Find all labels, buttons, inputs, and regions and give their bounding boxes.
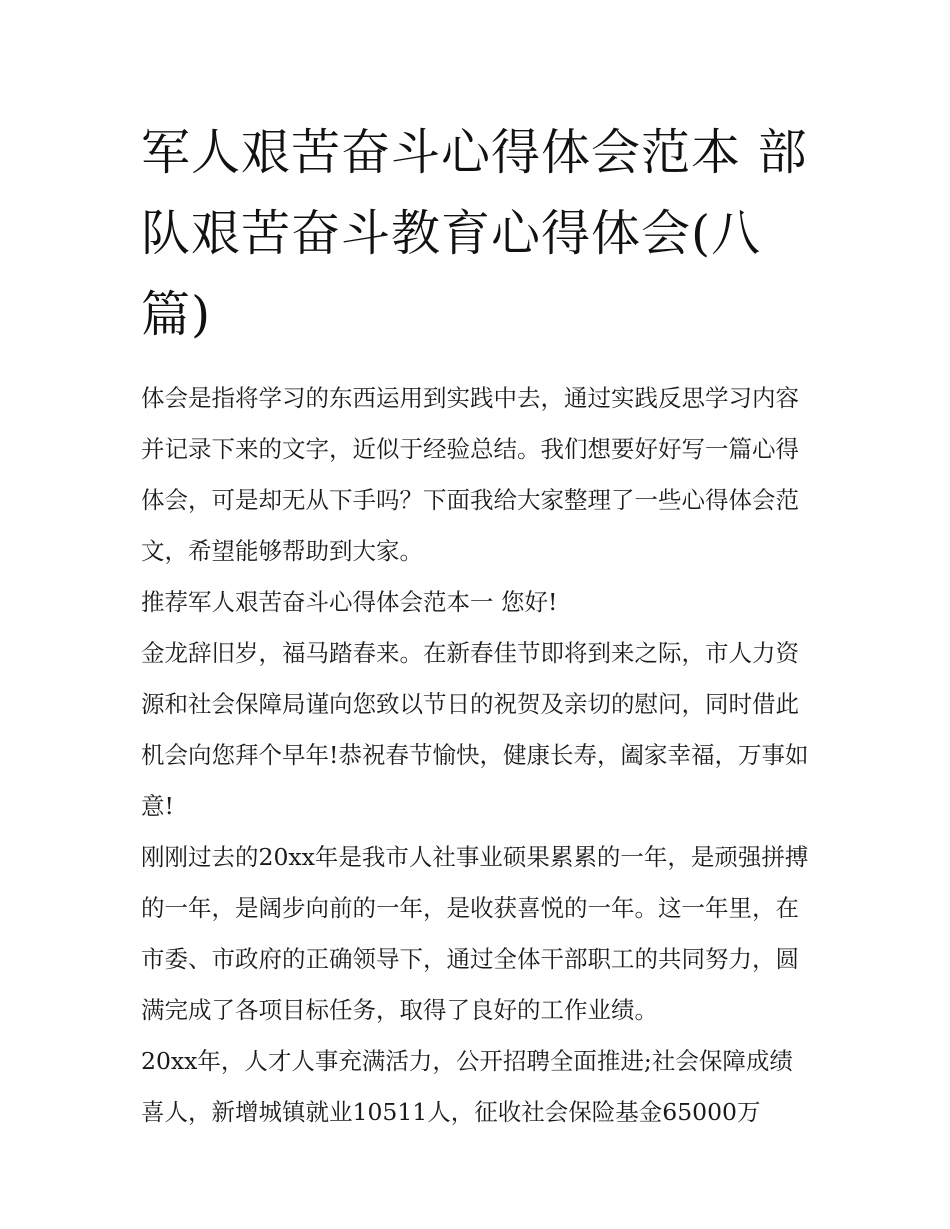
document-body	[141, 373, 813, 1138]
paragraph-greeting: 金龙辞旧岁，福马踏春来。在新春佳节即将到来之际，市人力资源和社会保障局谨向您致以节日的祝贺及亲切的慰问，同时借此机会向您拜个早年!恭祝春节愉快，健康长寿，阖家幸福，万事如意!	[141, 639, 809, 820]
paragraph-intro: 体会是指将学习的东西运用到实践中去，通过实践反思学习内容并记录下来的文字，近似于经验总结。我们想要好好写一篇心得体会，可是却无从下手吗？下面我给大家整理了一些心得体会范文，希望能够帮助到大家。	[141, 384, 799, 565]
document-content	[141, 112, 813, 1138]
paragraph-heading-one: 推荐军人艰苦奋斗心得体会范本一 您好!	[141, 588, 558, 616]
document-title: 军人艰苦奋斗心得体会范本 部队艰苦奋斗教育心得体会(八篇)	[141, 124, 808, 343]
paragraph-review: 刚刚过去的20xx年是我市人社事业硕果累累的一年，是顽强拼搏的一年，是阔步向前的一年，是收获喜悦的一年。这一年里，在市委、市政府的正确领导下，通过全体干部职工的共同努力，圆满完成了各项目标任务，取得了良好的工作业绩。	[141, 843, 809, 1024]
paragraph-achievements: 20xx年，人才人事充满活力，公开招聘全面推进;社会保障成绩喜人，新增城镇就业10511人，征收社会保险基金65000万	[141, 1047, 793, 1126]
